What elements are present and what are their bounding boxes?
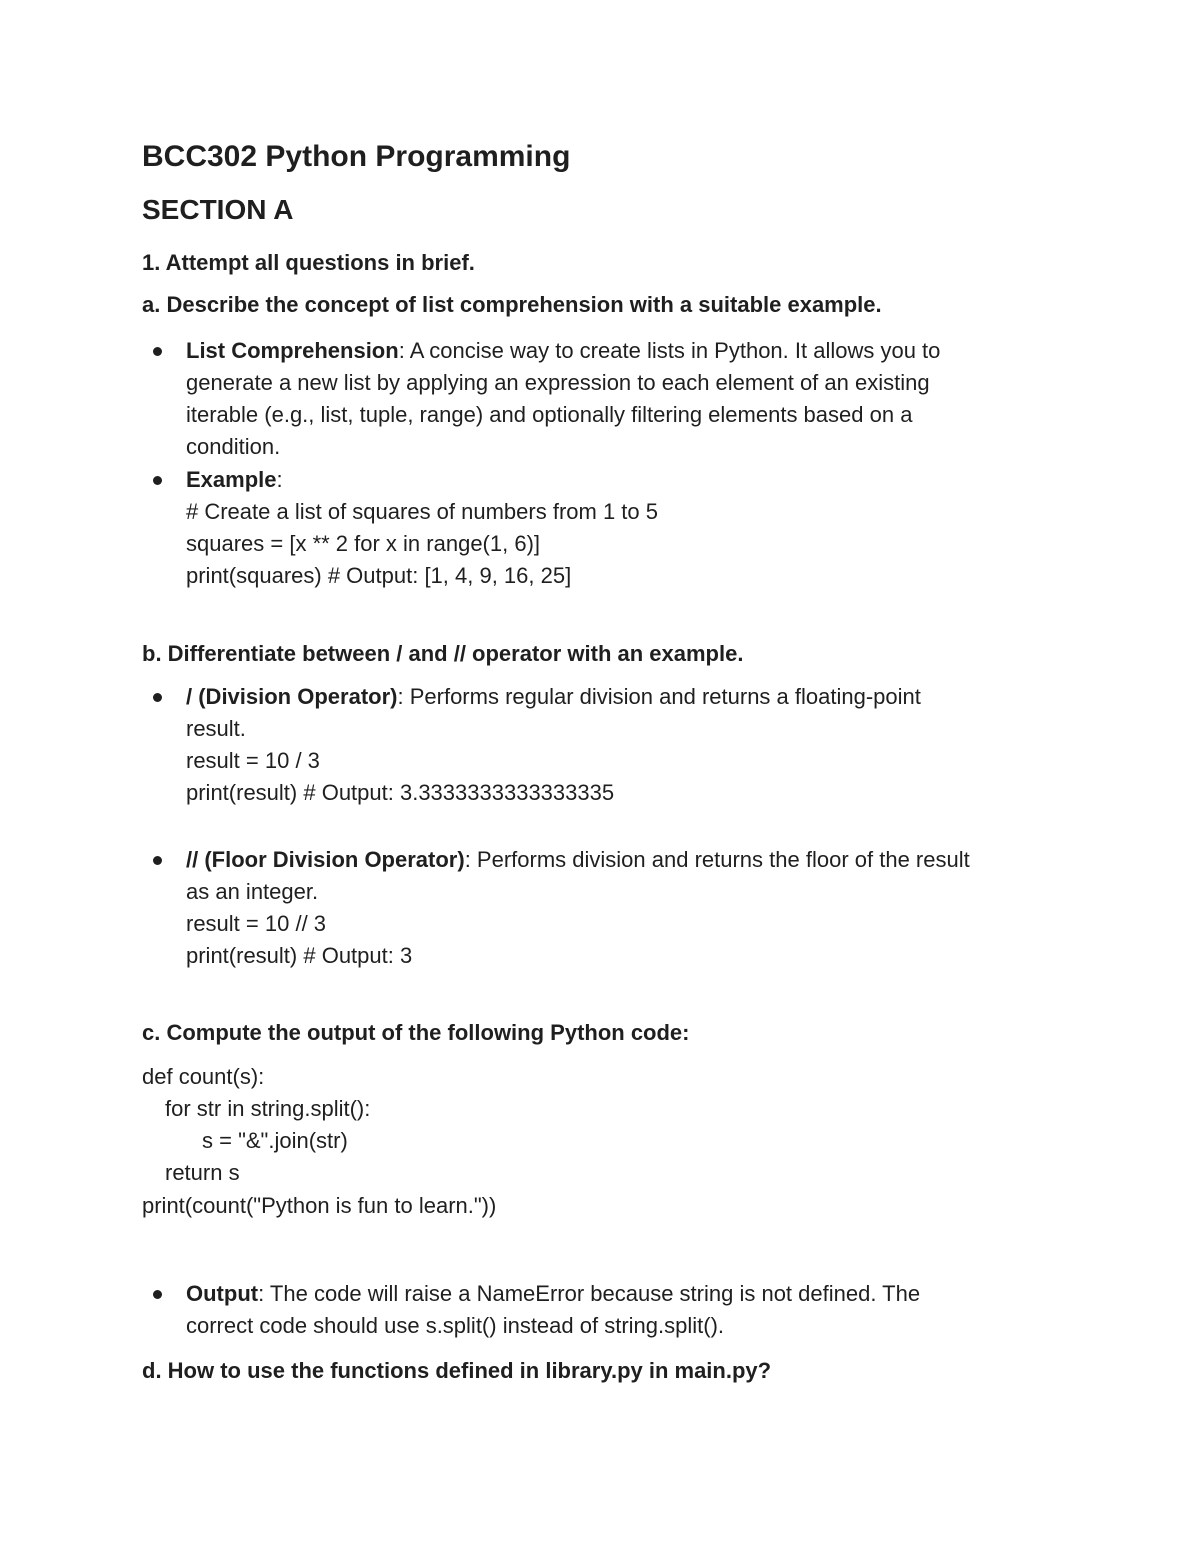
section-heading: SECTION A xyxy=(142,194,294,225)
bullet-text-line: iterable (e.g., list, tuple, range) and optionally filtering elements based on a xyxy=(186,402,913,427)
bullet-label: // (Floor Division Operator) xyxy=(186,847,465,872)
code-line: squares = [x ** 2 for x in range(1, 6)] xyxy=(186,531,541,556)
bullet-dot xyxy=(153,476,162,485)
bullet-label: List Comprehension xyxy=(186,338,399,363)
bullet-text-line: correct code should use s.split() instead of string.split(). xyxy=(186,1313,725,1338)
bullet-colon: : xyxy=(258,1281,265,1306)
code-line: print(squares) # Output: [1, 4, 9, 16, 25] xyxy=(186,563,572,588)
question-b-heading: b. Differentiate between / and // operator with an example. xyxy=(142,641,744,666)
bullet-dot xyxy=(153,1290,162,1299)
bullet-text-line: condition. xyxy=(186,434,281,459)
question-a-heading: a. Describe the concept of list comprehension with a suitable example. xyxy=(142,292,882,317)
code-line: for str in string.split(): xyxy=(165,1096,371,1121)
bullet-dot xyxy=(153,693,162,702)
code-line: def count(s): xyxy=(142,1064,265,1089)
bullet-text-line: as an integer. xyxy=(186,879,319,904)
code-line: s = "&".join(str) xyxy=(202,1128,348,1153)
floor-division-bullet xyxy=(186,844,970,876)
bullet-label: / (Division Operator) xyxy=(186,684,398,709)
division-operator-bullet xyxy=(186,681,921,713)
bullet-text: Performs division and returns the floor of the result xyxy=(470,847,970,872)
bullet-colon: : xyxy=(464,847,471,872)
bullet-text: The code will raise a NameError because string is not defined. The xyxy=(264,1281,921,1306)
bullet-text: A concise way to create lists in Python. It allows you to xyxy=(404,338,941,363)
bullet-dot xyxy=(153,856,162,865)
bullet-dot xyxy=(153,347,162,356)
example-bullet xyxy=(186,464,283,496)
bullet-label: Example xyxy=(186,467,277,492)
output-bullet xyxy=(186,1278,920,1310)
bullet-colon: : xyxy=(276,467,283,492)
bullet-colon: : xyxy=(398,338,405,363)
code-line: print(result) # Output: 3.3333333333333335 xyxy=(186,780,615,805)
bullet-text-line: generate a new list by applying an expression to each element of an existing xyxy=(186,370,930,395)
question-c-heading: c. Compute the output of the following Python code: xyxy=(142,1020,690,1045)
list-comprehension-bullet xyxy=(186,335,940,367)
question-1-heading: 1. Attempt all questions in brief. xyxy=(142,250,475,275)
code-line: print(count("Python is fun to learn.")) xyxy=(142,1193,497,1218)
code-line: result = 10 / 3 xyxy=(186,748,320,773)
bullet-label: Output xyxy=(186,1281,259,1306)
code-line: return s xyxy=(165,1160,240,1185)
bullet-text-line: result. xyxy=(186,716,246,741)
question-d-heading: d. How to use the functions defined in library.py in main.py? xyxy=(142,1358,772,1383)
code-line: # Create a list of squares of numbers from 1 to 5 xyxy=(186,499,659,524)
document-title: BCC302 Python Programming xyxy=(142,140,571,173)
code-line: result = 10 // 3 xyxy=(186,911,327,936)
code-line: print(result) # Output: 3 xyxy=(186,943,413,968)
bullet-text: Performs regular division and returns a floating-point xyxy=(403,684,921,709)
bullet-colon: : xyxy=(397,684,404,709)
